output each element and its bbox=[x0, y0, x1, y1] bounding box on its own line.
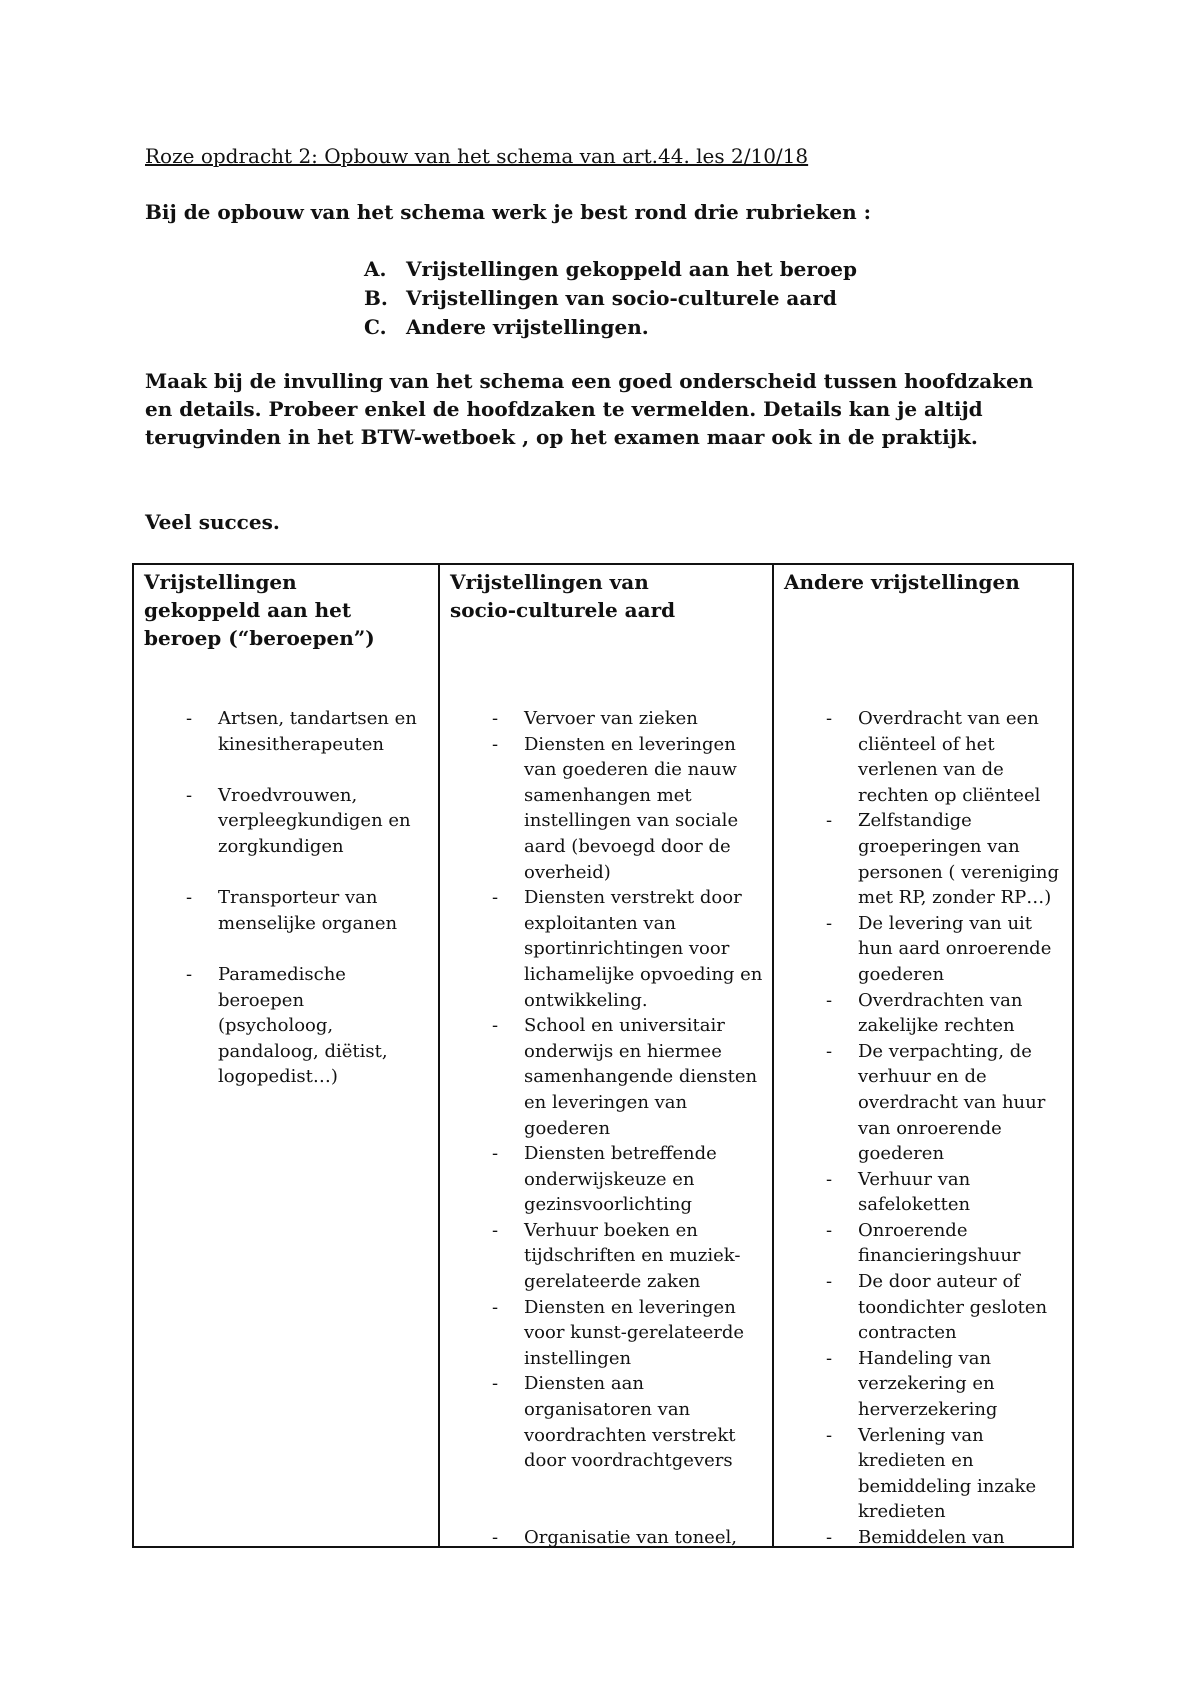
item-text: Verhuur van safeloketten bbox=[858, 1168, 971, 1216]
item-text: Diensten betreffende onderwijskeuze en gezinsvoorlichting bbox=[524, 1143, 717, 1216]
bullet-dash: - bbox=[492, 1526, 499, 1548]
item-text: Artsen, tandartsen en kinesitherapeuten bbox=[218, 708, 417, 755]
rubric-text: Andere vrijstellingen. bbox=[406, 315, 649, 339]
list-item bbox=[822, 911, 1062, 988]
rubric-text: Vrijstellingen van socio-culturele aard bbox=[406, 286, 837, 310]
item-text: Vervoer van zieken bbox=[524, 708, 698, 729]
bullet-dash: - bbox=[492, 1373, 499, 1395]
list-item bbox=[488, 732, 768, 886]
table-column bbox=[772, 565, 1072, 1546]
item-text: Transporteur van menselijke organen bbox=[218, 887, 398, 934]
item-text: Vroedvrouwen, verpleegkundigen en zorgkundigen bbox=[218, 784, 411, 857]
item-text: Paramedische beroepen (psycholoog, pandaloog, diëtist, logopedist…) bbox=[218, 963, 388, 1088]
list-item bbox=[488, 1295, 768, 1372]
table-column bbox=[438, 565, 772, 1546]
item-text: Handeling van verzekering en herverzekering bbox=[858, 1347, 998, 1421]
bullet-dash: - bbox=[826, 1168, 833, 1190]
item-text: De door auteur of toondichter gesloten contracten bbox=[858, 1271, 1048, 1344]
bullet-dash: - bbox=[826, 708, 833, 729]
instruction-paragraph: Maak bij de invulling van het schema een goed onderscheid tussen hoofdzaken en details. Probeer enkel de hoofdzaken te vermelden. Details kan je altijd terugvinden in het BTW-wetboek , op het examen maar ook in de praktijk. bbox=[145, 369, 1034, 449]
list-item bbox=[822, 1167, 1062, 1218]
item-text: De verpachting, de verhuur en de overdracht van huur van onroerende goederen bbox=[858, 1040, 1046, 1165]
list-item bbox=[488, 885, 768, 1013]
list-item bbox=[182, 885, 422, 936]
list-item bbox=[488, 706, 768, 732]
rubric-text: Vrijstellingen gekoppeld aan het beroep bbox=[406, 257, 857, 281]
column-header: Andere vrijstellingen bbox=[784, 570, 1020, 594]
bullet-dash: - bbox=[186, 963, 193, 985]
bullet-dash: - bbox=[826, 1271, 833, 1293]
list-item bbox=[822, 1346, 1062, 1423]
rubric-letter: A. bbox=[364, 257, 387, 281]
exemptions-table bbox=[132, 563, 1074, 1548]
list-item bbox=[488, 1013, 768, 1141]
table-column bbox=[134, 565, 438, 1546]
bullet-dash: - bbox=[826, 1040, 833, 1062]
bullet-dash: - bbox=[186, 708, 193, 729]
item-text: Zelfstandige groeperingen van personen ( vereniging met RP, zonder RP…) bbox=[858, 810, 1059, 909]
list-item bbox=[488, 1141, 768, 1218]
item-text: De levering van uit hun aard onroerende goederen bbox=[858, 912, 1052, 985]
list-item bbox=[822, 1039, 1062, 1167]
item-text: Diensten en leveringen van goederen die nauw samenhangen met instellingen van sociale aard (bevoegd door de overheid) bbox=[524, 733, 739, 883]
closing-text: Veel succes. bbox=[145, 510, 280, 534]
list-item bbox=[488, 1371, 768, 1473]
item-text: Bemiddelen van bbox=[858, 1527, 1005, 1548]
list-item bbox=[822, 1525, 1062, 1548]
intro-text: Bij de opbouw van het schema werk je best rond drie rubrieken : bbox=[145, 200, 872, 224]
item-text: Diensten verstrekt door exploitanten van sportinrichtingen voor lichamelijke opvoeding en ontwikkeling. bbox=[524, 887, 763, 1011]
item-text: Organisatie van toneel, bbox=[524, 1526, 737, 1548]
bullet-dash: - bbox=[492, 733, 499, 755]
bullet-dash: - bbox=[492, 1219, 499, 1241]
bullet-dash: - bbox=[826, 810, 833, 832]
bullet-dash: - bbox=[186, 784, 193, 806]
bullet-dash: - bbox=[492, 1143, 499, 1165]
item-text: Diensten aan organisatoren van voordrachten verstrekt door voordrachtgevers bbox=[524, 1373, 736, 1472]
bullet-dash: - bbox=[492, 1296, 499, 1318]
rubrics-list bbox=[364, 255, 857, 342]
bullet-dash: - bbox=[492, 1015, 499, 1037]
list-item bbox=[822, 988, 1062, 1039]
bullet-dash: - bbox=[492, 887, 499, 909]
bullet-dash: - bbox=[826, 1347, 833, 1369]
list-item bbox=[822, 808, 1062, 910]
list-item bbox=[822, 1423, 1062, 1525]
page-title: Roze opdracht 2: Opbouw van het schema van art.44. les 2/10/18 bbox=[145, 144, 809, 168]
item-text: Diensten en leveringen voor kunst-gerelateerde instellingen bbox=[524, 1296, 745, 1369]
list-item bbox=[364, 255, 857, 284]
item-text: Onroerende financieringshuur bbox=[858, 1219, 1021, 1267]
list-item bbox=[182, 962, 422, 1090]
item-text: Overdrachten van zakelijke rechten bbox=[858, 989, 1023, 1037]
item-text: School en universitair onderwijs en hiermee samenhangende diensten en leveringen van goederen bbox=[524, 1015, 758, 1139]
list-item bbox=[364, 284, 857, 313]
bullet-dash: - bbox=[826, 912, 833, 934]
rubric-letter: B. bbox=[364, 286, 388, 310]
list-item bbox=[822, 1269, 1062, 1346]
list-item bbox=[182, 783, 422, 860]
bullet-dash: - bbox=[186, 887, 193, 909]
list-item bbox=[488, 1218, 768, 1295]
list-item bbox=[182, 706, 422, 757]
item-text: Verlening van kredieten en bemiddeling inzake kredieten bbox=[858, 1424, 1037, 1523]
item-list bbox=[822, 706, 1062, 1548]
column-header: Vrijstellingen van socio-culturele aard bbox=[450, 570, 676, 622]
bullet-dash: - bbox=[826, 989, 833, 1011]
bullet-dash: - bbox=[492, 708, 499, 729]
bullet-dash: - bbox=[826, 1527, 833, 1548]
rubric-letter: C. bbox=[364, 315, 387, 339]
item-text: Overdracht van een cliënteel of het verlenen van de rechten op cliënteel bbox=[858, 708, 1041, 806]
list-item bbox=[488, 1525, 768, 1548]
list-item bbox=[822, 706, 1062, 808]
list-item bbox=[364, 313, 857, 342]
list-item bbox=[822, 1218, 1062, 1269]
bullet-dash: - bbox=[826, 1219, 833, 1241]
column-header: Vrijstellingen gekoppeld aan het beroep (“beroepen”) bbox=[144, 570, 375, 650]
item-list bbox=[488, 706, 768, 1548]
item-list bbox=[182, 706, 422, 1116]
item-text: Verhuur boeken en tijdschriften en muziek-gerelateerde zaken bbox=[524, 1219, 741, 1293]
bullet-dash: - bbox=[826, 1424, 833, 1446]
